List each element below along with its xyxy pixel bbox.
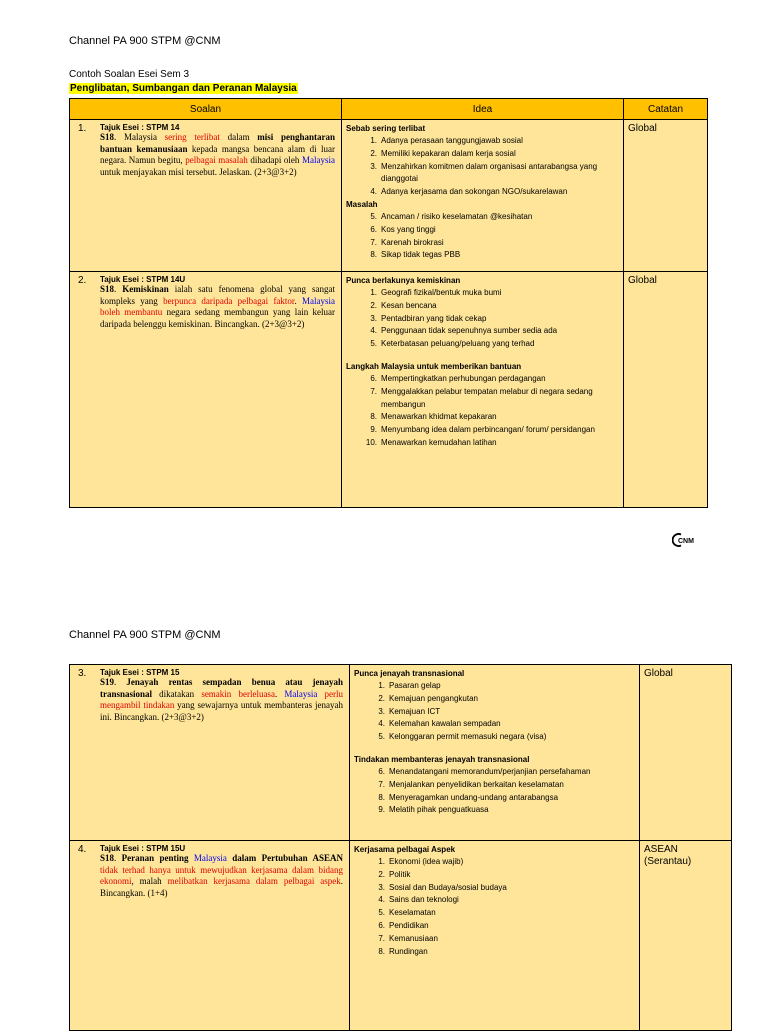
- list-item: [346, 135, 619, 148]
- item-number: 7.: [370, 386, 377, 396]
- idea-section-title: Punca berlakunya kemiskinan: [346, 276, 461, 285]
- list-item: [346, 424, 619, 437]
- idea-cell: [350, 665, 640, 841]
- question-segment: S18: [100, 853, 115, 863]
- item-text: Memiliki kepakaran dalam kerja sosial: [381, 148, 516, 158]
- item-number: 6.: [378, 920, 385, 930]
- question-segment: . Malaysia: [114, 132, 165, 142]
- list-item: [346, 211, 619, 224]
- list-item: [346, 373, 619, 386]
- item-number: 5.: [378, 732, 385, 742]
- list-item: [346, 186, 619, 199]
- question-segment: sering terlibat: [164, 132, 220, 142]
- item-number: 1.: [370, 136, 377, 145]
- question-segment: Malaysia: [301, 155, 335, 165]
- question-number: 4.: [78, 844, 87, 855]
- item-number: 2.: [370, 148, 377, 158]
- list-item: [346, 148, 619, 161]
- question-segment: Peranan penting: [121, 853, 194, 863]
- item-number: 5.: [370, 211, 377, 221]
- question-heading: [74, 275, 337, 284]
- question-segment: . Bincangkan. (1+4): [100, 876, 343, 898]
- item-text: Sosial dan Budaya/sosial budaya: [389, 882, 507, 892]
- question-segment: kepada mangsa bencana alam di luar negara. Namun begitu,: [100, 143, 335, 165]
- logo-text: CNM: [678, 538, 694, 545]
- list-item: [354, 856, 635, 869]
- question-segment: .: [274, 688, 285, 699]
- item-number: 3.: [378, 706, 385, 716]
- question-heading: [74, 844, 345, 853]
- list-item: [346, 386, 619, 412]
- table-row: [70, 841, 732, 1031]
- item-number: 2.: [378, 869, 385, 879]
- item-text: Mempertingkatkan perhubungan perdagangan: [381, 373, 546, 383]
- question-text: [74, 853, 345, 899]
- item-text: Ekonomi (idea wajib): [389, 857, 464, 866]
- item-text: Kemajuan pengangkutan: [389, 693, 478, 703]
- question-segment: pelbagai masalah: [185, 155, 248, 165]
- document-subtitle: Contoh Soalan Esei Sem 3: [69, 69, 190, 80]
- list-item: [354, 920, 635, 933]
- item-number: 6.: [370, 224, 377, 234]
- item-number: 2.: [378, 693, 385, 703]
- list-item: [354, 946, 635, 959]
- item-number: 6.: [370, 373, 377, 383]
- item-text: Karenah birokrasi: [381, 237, 444, 247]
- idea-list: [346, 373, 619, 450]
- question-segment: S18: [100, 284, 115, 294]
- item-number: 3.: [370, 161, 377, 171]
- idea-cell: [342, 272, 624, 508]
- list-item: [354, 779, 635, 792]
- essay-table-page2: [69, 664, 732, 1031]
- question-number: 3.: [78, 668, 87, 679]
- item-text: Kemajuan ICT: [389, 706, 441, 716]
- question-segment: berpunca daripada pelbagai faktor: [163, 295, 295, 306]
- idea-cell: [342, 120, 624, 272]
- note-text: Global: [628, 275, 657, 286]
- item-text: Ancaman / risiko keselamatan @kesihatan: [381, 211, 533, 221]
- idea-section-title: Sebab sering terlibat: [346, 124, 426, 133]
- table-row: [70, 665, 732, 841]
- list-item: [354, 680, 635, 693]
- question-segment: dihadapi oleh: [247, 155, 302, 165]
- question-segment: Malaysia: [302, 295, 335, 306]
- item-text: Sains dan teknologi: [389, 895, 459, 905]
- item-number: 2.: [370, 300, 377, 310]
- list-item: [354, 792, 635, 805]
- list-item: [354, 731, 635, 744]
- item-text: Melatih pihak penguatkuasa: [389, 805, 489, 815]
- item-number: 3.: [378, 882, 385, 892]
- question-segment: .: [294, 295, 302, 306]
- table-row: [70, 120, 708, 272]
- question-number: 1.: [78, 123, 87, 134]
- question-text: [74, 677, 345, 723]
- idea-list: [346, 135, 619, 199]
- idea-cell: [350, 841, 640, 1031]
- question-heading: [74, 123, 337, 132]
- item-number: 4.: [378, 719, 385, 729]
- item-text: Geografi fizikal/bentuk muka bumi: [381, 288, 502, 297]
- list-item: [354, 766, 635, 779]
- list-item: [346, 161, 619, 187]
- question-cell: [70, 272, 342, 508]
- question-title: Tajuk Esei : STPM 14U: [100, 275, 186, 284]
- question-segment: melibatkan kerjasama dalam pelbagai aspek: [167, 876, 341, 886]
- question-segment: dikatakan: [152, 688, 202, 699]
- item-text: Menggalakkan pelabur tempatan melabur di negara sedang membangun: [381, 386, 593, 409]
- list-item: [346, 338, 619, 351]
- note-text: Global: [644, 668, 673, 679]
- item-text: Kos yang tinggi: [381, 224, 436, 234]
- question-segment: semakin berleluasa: [201, 688, 275, 699]
- item-number: 10.: [365, 437, 377, 447]
- question-segment: .: [114, 284, 123, 294]
- item-number: 6.: [378, 766, 385, 776]
- question-segment: .: [114, 677, 127, 687]
- item-text: Rundingan: [389, 946, 428, 956]
- item-text: Menyumbang idea dalam perbincangan/ forum/ persidangan: [381, 425, 595, 435]
- question-heading: [74, 668, 345, 677]
- item-text: Kesan bencana: [381, 300, 437, 310]
- item-number: 4.: [370, 326, 377, 336]
- list-item: [346, 437, 619, 450]
- item-number: 7.: [378, 779, 385, 789]
- item-number: 5.: [378, 908, 385, 918]
- item-text: Menyeragamkan undang-undang antarabangsa: [389, 792, 559, 802]
- question-segment: [317, 689, 324, 699]
- idea-list: [354, 680, 635, 744]
- question-segment: tidak terhad hanya untuk mewujudkan kerjasama dalam bidang ekonomi: [100, 864, 343, 886]
- item-number: 4.: [378, 895, 385, 905]
- list-item: [346, 411, 619, 424]
- list-item: [346, 237, 619, 250]
- idea-list: [354, 856, 635, 958]
- question-segment: dalam Pertubuhan ASEAN: [226, 853, 344, 863]
- item-number: 8.: [378, 946, 385, 956]
- item-number: 8.: [370, 412, 377, 422]
- item-number: 3.: [370, 313, 377, 323]
- column-header-catatan: Catatan: [624, 99, 708, 120]
- table-row: [70, 272, 708, 508]
- question-segment: Malaysia: [284, 688, 318, 699]
- item-text: Pentadbiran yang tidak cekap: [381, 313, 487, 323]
- item-number: 1.: [370, 288, 377, 297]
- item-number: 7.: [370, 237, 377, 247]
- item-text: Menandatangani memorandum/perjanjian persefahaman: [389, 766, 591, 776]
- list-item: [346, 313, 619, 326]
- list-item: [354, 693, 635, 706]
- note-text: ASEAN (Serantau): [644, 844, 692, 867]
- question-segment: ialah satu fenomena global yang sangat kompleks yang: [100, 284, 336, 306]
- essay-table-page1: [69, 98, 708, 508]
- item-number: 4.: [370, 187, 377, 197]
- table-header-row: [70, 99, 708, 120]
- item-text: Penggunaan tidak sepenuhnya sumber sedia ada: [381, 326, 558, 336]
- question-segment: Jenayah rentas sempadan benua atau jenayah transnasional: [100, 677, 344, 699]
- list-item: [346, 224, 619, 237]
- note-cell: [640, 841, 732, 1031]
- question-segment: boleh membantu: [100, 307, 163, 317]
- item-text: Keterbatasan peluang/peluang yang terhad: [381, 339, 535, 349]
- list-item: [354, 804, 635, 817]
- list-item: [354, 933, 635, 946]
- list-item: [346, 325, 619, 338]
- item-text: Menawarkan khidmat kepakaran: [381, 412, 497, 422]
- item-number: 1.: [378, 681, 385, 690]
- question-segment: Kemiskinan: [122, 284, 169, 294]
- item-text: Keselamatan: [389, 908, 436, 918]
- page-header: Channel PA 900 STPM @CNM: [69, 35, 221, 47]
- idea-list: [346, 211, 619, 262]
- question-title: Tajuk Esei : STPM 15: [100, 668, 180, 677]
- question-cell: [70, 120, 342, 272]
- item-text: Kelemahan kawalan sempadan: [389, 719, 501, 729]
- idea-section-title: Masalah: [346, 199, 378, 209]
- item-text: Sikap tidak tegas PBB: [381, 250, 461, 260]
- question-segment: dalam: [219, 132, 258, 142]
- list-item: [354, 907, 635, 920]
- question-segment: misi penghantaran bantuan kemanusiaan: [100, 132, 336, 154]
- item-text: Menawarkan kemudahan latihan: [381, 437, 497, 447]
- question-segment: yang sewajarnya untuk membanteras jenayah ini. Bincangkan. (2+3@3+2): [100, 700, 343, 722]
- question-segment: , malah: [131, 876, 168, 886]
- item-text: Adanya perasaan tanggungjawab sosial: [381, 136, 523, 145]
- idea-section-title: Kerjasama pelbagai Aspek: [354, 845, 456, 854]
- question-cell: [70, 841, 350, 1031]
- page-header: Channel PA 900 STPM @CNM: [69, 629, 221, 641]
- column-header-soalan: Soalan: [70, 99, 342, 120]
- column-header-idea: Idea: [342, 99, 624, 120]
- question-segment: Malaysia: [193, 853, 227, 863]
- question-segment: untuk menjayakan misi tersebut. Jelaskan. (2+3@3+2): [100, 166, 297, 177]
- item-text: Kemanusiaan: [389, 933, 438, 943]
- item-number: 9.: [378, 805, 385, 815]
- item-number: 8.: [378, 792, 385, 802]
- item-text: Politik: [389, 869, 411, 879]
- question-title: Tajuk Esei : STPM 15U: [100, 844, 186, 853]
- idea-list: [346, 287, 619, 351]
- question-segment: S18: [100, 132, 115, 142]
- item-text: Pendidikan: [389, 920, 429, 930]
- item-number: 7.: [378, 933, 385, 943]
- list-item: [346, 300, 619, 313]
- list-item: [354, 882, 635, 895]
- idea-section-title: Punca jenayah transnasional: [354, 669, 465, 678]
- note-cell: [624, 120, 708, 272]
- question-segment: negara sedang membangun yang lain keluar daripada belenggu kemiskinan. Bincangkan. (2+3@3+2): [100, 307, 335, 329]
- question-title: Tajuk Esei : STPM 14: [100, 123, 180, 132]
- list-item: [346, 287, 619, 300]
- question-segment: perlu mengambil tindakan: [100, 688, 343, 710]
- note-cell: [624, 272, 708, 508]
- section-gap: [354, 744, 635, 754]
- list-item: [354, 869, 635, 882]
- question-text: [74, 284, 337, 330]
- list-item: [346, 249, 619, 262]
- question-segment: .: [114, 853, 122, 863]
- item-text: Pasaran gelap: [389, 681, 441, 690]
- topic-title: Penglibatan, Sumbangan dan Peranan Malaysia: [70, 83, 297, 94]
- item-number: 1.: [378, 857, 385, 866]
- list-item: [354, 718, 635, 731]
- section-gap: [346, 351, 619, 361]
- list-item: [354, 706, 635, 719]
- item-text: Adanya kerjasama dan sokongan NGO/sukarelawan: [381, 187, 568, 197]
- item-number: 9.: [370, 425, 377, 435]
- note-text: Global: [628, 123, 657, 134]
- item-text: Menjalankan penyelidikan berkaitan keselamatan: [389, 779, 564, 789]
- item-number: 5.: [370, 339, 377, 349]
- question-number: 2.: [78, 275, 87, 286]
- idea-list: [354, 766, 635, 817]
- idea-section-title: Tindakan membanteras jenayah transnasional: [354, 754, 530, 764]
- list-item: [354, 894, 635, 907]
- item-text: Kelonggaran permit memasuki negara (visa): [389, 732, 547, 742]
- cnm-logo: [672, 532, 704, 548]
- question-text: [74, 132, 337, 178]
- idea-section-title: Langkah Malaysia untuk memberikan bantuan: [346, 361, 522, 371]
- question-cell: [70, 665, 350, 841]
- item-number: 8.: [370, 250, 377, 260]
- question-segment: S19: [100, 677, 115, 687]
- item-text: Menzahirkan komitmen dalam organisasi antarabangsa yang dianggotai: [381, 161, 598, 184]
- note-cell: [640, 665, 732, 841]
